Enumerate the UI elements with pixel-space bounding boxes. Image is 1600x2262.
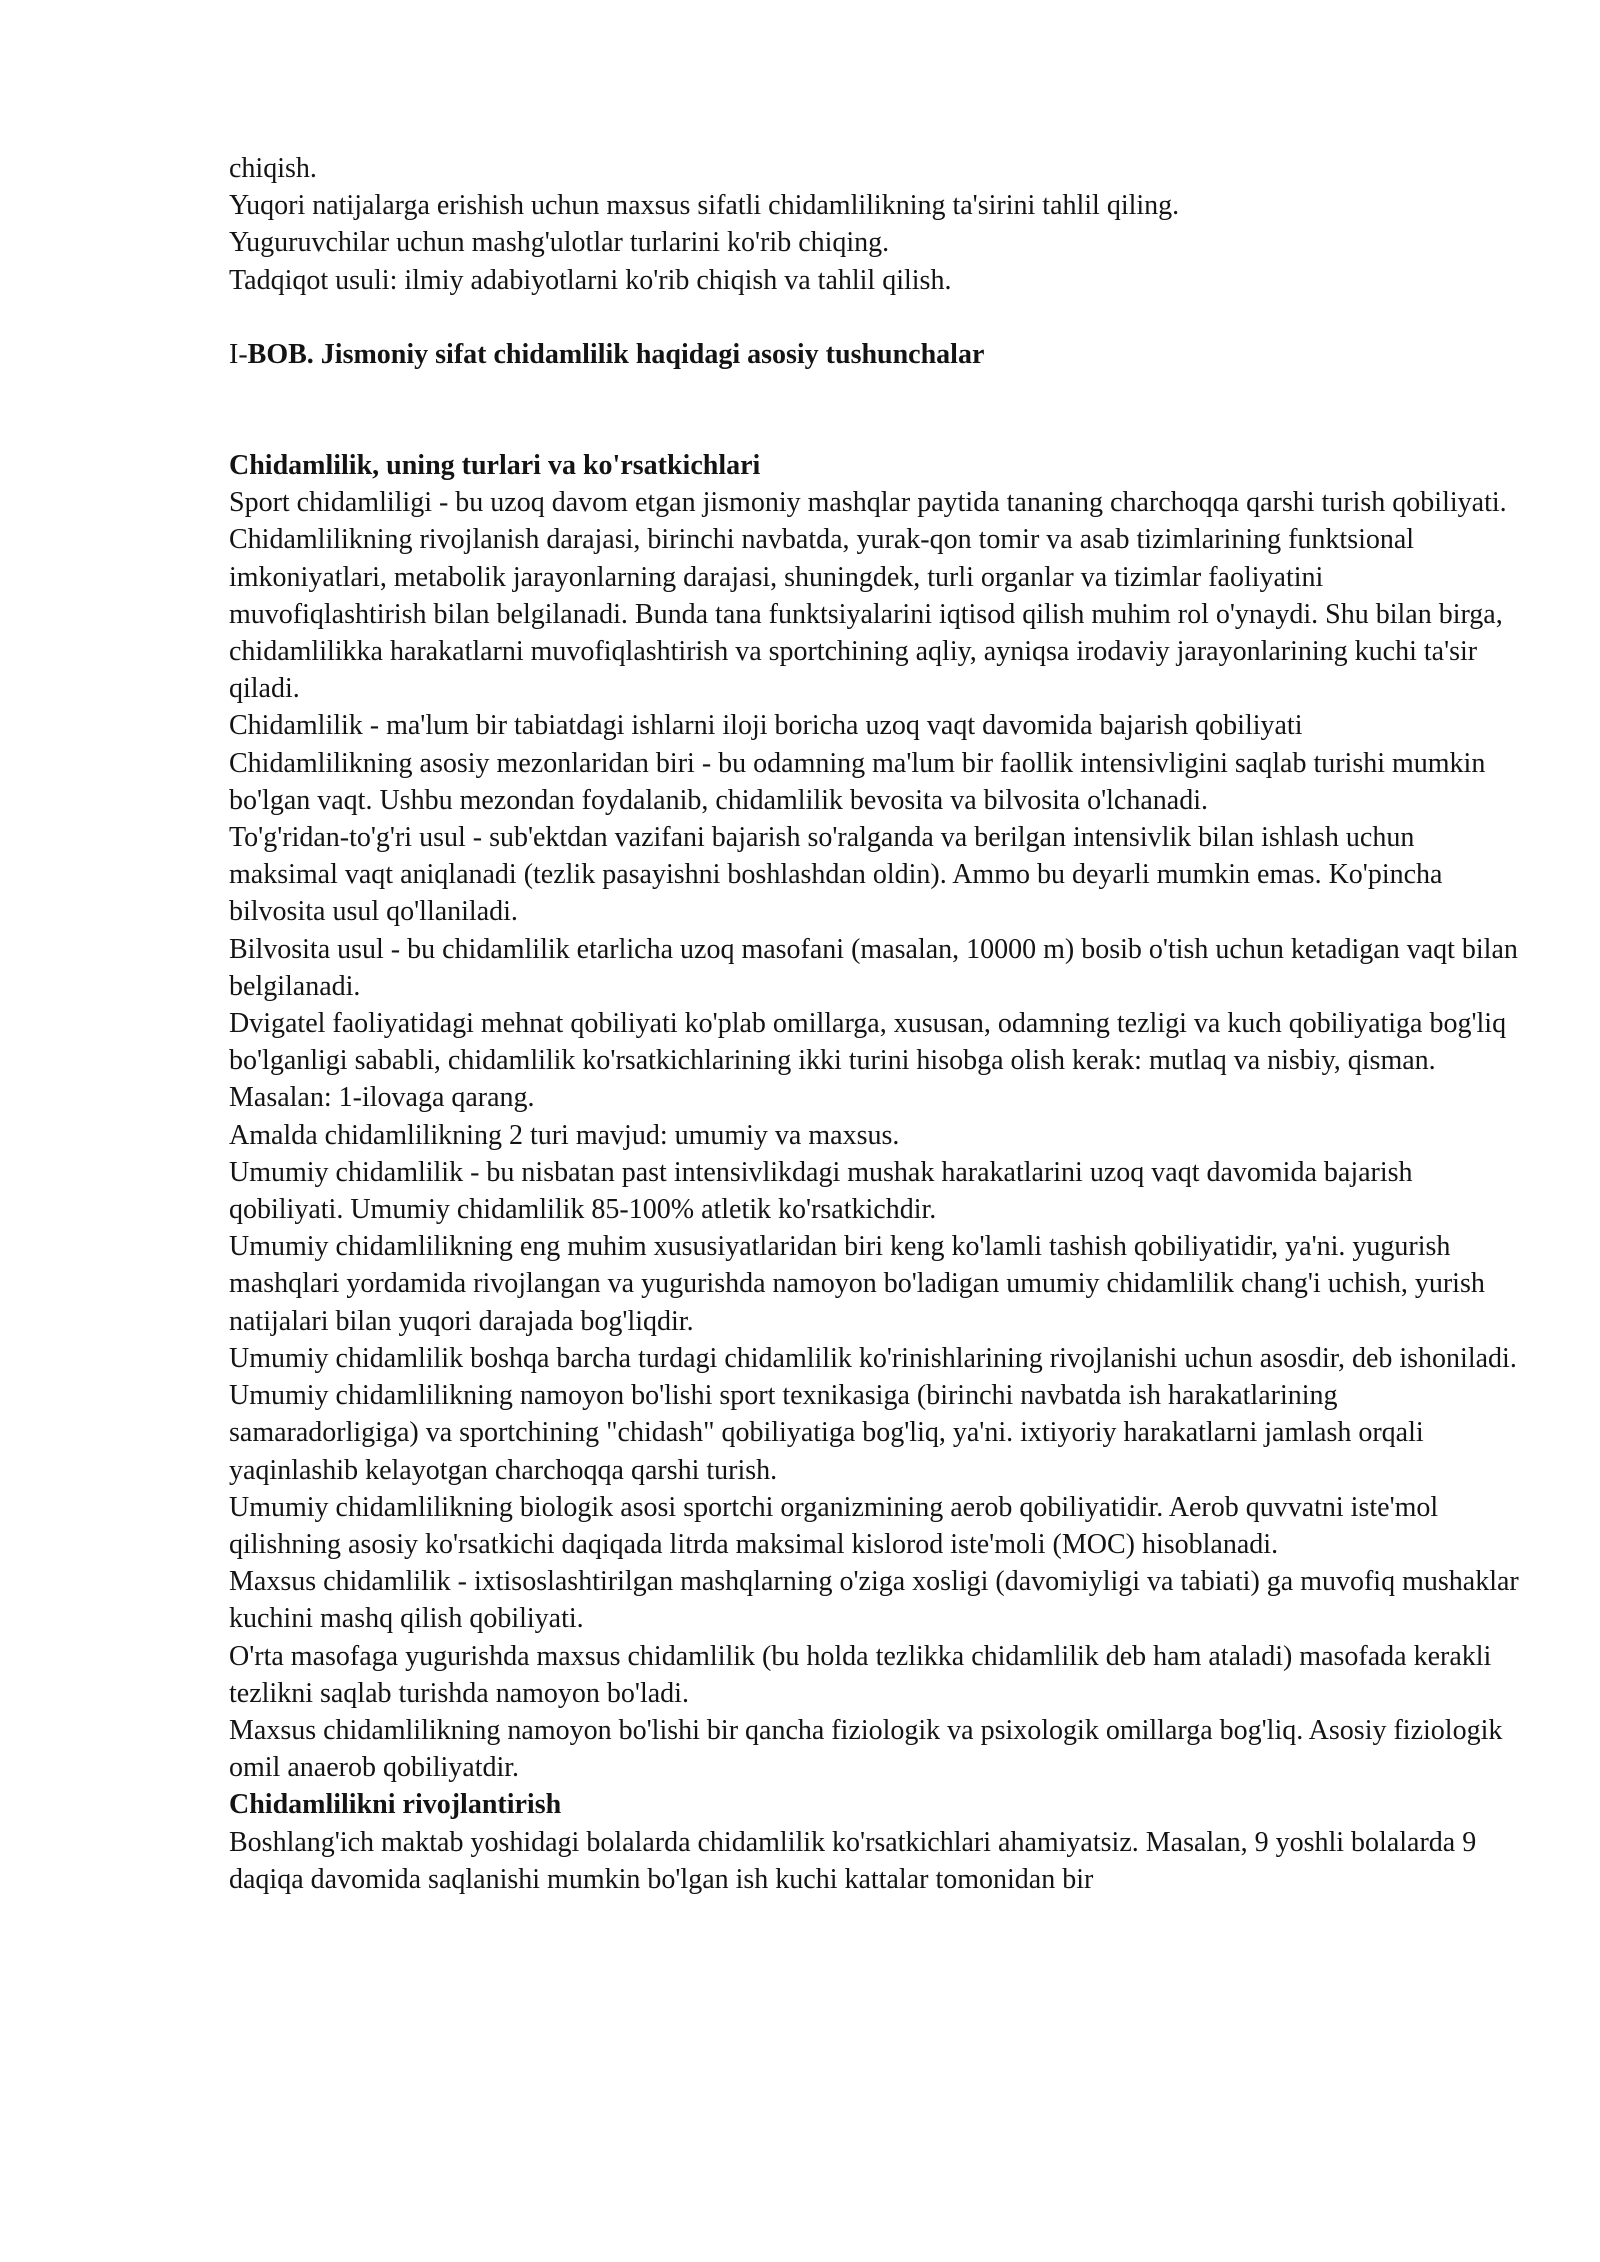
paragraph: Dvigatel faoliyatidagi mehnat qobiliyati ko'plab omillarga, xususan, odamning tezligi va kuch qobiliyatiga bog'liq bo'lganligi sababli, chidamlilik ko'rsatkichlarining ikki turini hisobga olish kerak: mutlaq va nisbiy, qisman. [229, 1008, 1507, 1077]
intro-line: chiqish. [229, 153, 317, 184]
paragraph: Umumiy chidamlilik - bu nisbatan past intensivlikdagi mushak harakatlarini uzoq vaqt davomida bajarish qobiliyati. Umumiy chidamlilik 85-100% atletik ko'rsatkichdir. [229, 1156, 1413, 1226]
chapter-heading [229, 336, 1519, 373]
paragraph: Umumiy chidamlilikning namoyon bo'lishi sport texnikasiga (birinchi navbatda ish harakatlarining samaradorligiga) va sportchining "chidash" qobiliyatiga bog'liq, ya'ni. ixtiyoriy harakatlarni jamlash orqali yaqinlashib kelayotgan charchoqqa qarshi turish. [229, 1380, 1424, 1486]
document-page [229, 150, 1519, 1898]
section-heading: Chidamlilik, uning turlari va ko'rsatkichlari [229, 450, 761, 482]
paragraph: Boshlang'ich maktab yoshidagi bolalarda chidamlilik ko'rsatkichlari ahamiyatsiz. Masalan, 9 yoshli bolalarda 9 daqiqa davomida saqlanishi mumkin bo'lgan ish kuchi kattalar tomonidan bir [229, 1826, 1477, 1895]
paragraph: Amalda chidamlilikning 2 turi mavjud: umumiy va maxsus. [229, 1119, 900, 1151]
paragraph: Umumiy chidamlilikning biologik asosi sportchi organizmining aerob qobiliyatidir. Aerob quvvatni iste'mol qilishning asosiy ko'rsatkichi daqiqada litrda maksimal kislorod iste'moli (MOC) hisoblanadi. [229, 1491, 1439, 1560]
spacer [229, 373, 1519, 447]
spacer [229, 299, 1519, 336]
section-heading: Chidamlilikni rivojlantirish [229, 1789, 562, 1821]
paragraph: O'rta masofaga yugurishda maxsus chidamlilik (bu holda tezlikka chidamlilik deb ham ataladi) masofada kerakli tezlikni saqlab turishda namoyon bo'ladi. [229, 1640, 1492, 1709]
intro-line: Yuqori natijalarga erishish uchun maxsus sifatli chidamlilikning ta'sirini tahlil qiling. [229, 190, 1180, 222]
paragraph: Chidamlilik - ma'lum bir tabiatdagi ishlarni iloji boricha uzoq vaqt davomida bajarish qobiliyati [229, 710, 1303, 742]
intro-line: Yuguruvchilar uchun mashg'ulotlar turlarini ko'rib chiqing. [229, 227, 890, 259]
paragraph: Masalan: 1-ilovaga qarang. [229, 1082, 535, 1114]
chapter-prefix: I- [229, 338, 248, 370]
paragraph: Maxsus chidamlilik - ixtisoslashtirilgan mashqlarning o'ziga xosligi (davomiyligi va tabiati) ga muvofiq mushaklar kuchini mashq qilish qobiliyati. [229, 1566, 1519, 1635]
chapter-title: BOB. Jismoniy sifat chidamlilik haqidagi asosiy tushunchalar [247, 338, 985, 370]
paragraph: Bilvosita usul - bu chidamlilik etarlicha uzoq masofani (masalan, 10000 m) bosib o'tish uchun ketadigan vaqt bilan belgilanadi. [229, 933, 1518, 1002]
paragraph: To'g'ridan-to'g'ri usul - sub'ektdan vazifani bajarish so'ralganda va berilgan intensivlik bilan ishlash uchun maksimal vaqt aniqlanadi (tezlik pasayishni boshlashdan oldin). Ammo bu deyarli mumkin emas. Ko'pincha bilvosita usul qo'llaniladi. [229, 822, 1443, 928]
paragraph: Umumiy chidamlilikning eng muhim xususiyatlaridan biri keng ko'lamli tashish qobiliyatidir, ya'ni. yugurish mashqlari yordamida rivojlangan va yugurishda namoyon bo'ladigan umumiy chidamlilik chang'i uchish, yurish natijalari bilan yuqori darajada bog'liqdir. [229, 1231, 1485, 1337]
paragraph: Chidamlilikning asosiy mezonlaridan biri - bu odamning ma'lum bir faollik intensivligini saqlab turishi mumkin bo'lgan vaqt. Ushbu mezondan foydalanib, chidamlilik bevosita va bilvosita o'lchanadi. [229, 747, 1486, 816]
intro-line: Tadqiqot usuli: ilmiy adabiyotlarni ko'rib chiqish va tahlil qilish. [229, 264, 952, 296]
paragraph: Sport chidamliligi - bu uzoq davom etgan jismoniy mashqlar paytida tananing charchoqqa qarshi turish qobiliyati. [229, 487, 1507, 519]
paragraph: Maxsus chidamlilikning namoyon bo'lishi bir qancha fiziologik va psixologik omillarga bog'liq. Asosiy fiziologik omil anaerob qobiliyatdir. [229, 1714, 1503, 1784]
paragraph: Chidamlilikning rivojlanish darajasi, birinchi navbatda, yurak-qon tomir va asab tizimlarining funktsional imkoniyatlari, metabolik jarayonlarning darajasi, shuningdek, turli organlar va tizimlar faoliyatini muvofiqlashtirish bilan belgilanadi. Bunda tana funktsiyalarini iqtisod qilish muhim rol o'ynaydi. Shu bilan birga, chidamlilikka harakatlarni muvofiqlashtirish va sportchining aqliy, ayniqsa irodaviy jarayonlarining kuchi ta'sir qiladi. [229, 524, 1503, 705]
paragraph: Umumiy chidamlilik boshqa barcha turdagi chidamlilik ko'rinishlarining rivojlanishi uchun asosdir, deb ishoniladi. [229, 1342, 1517, 1374]
